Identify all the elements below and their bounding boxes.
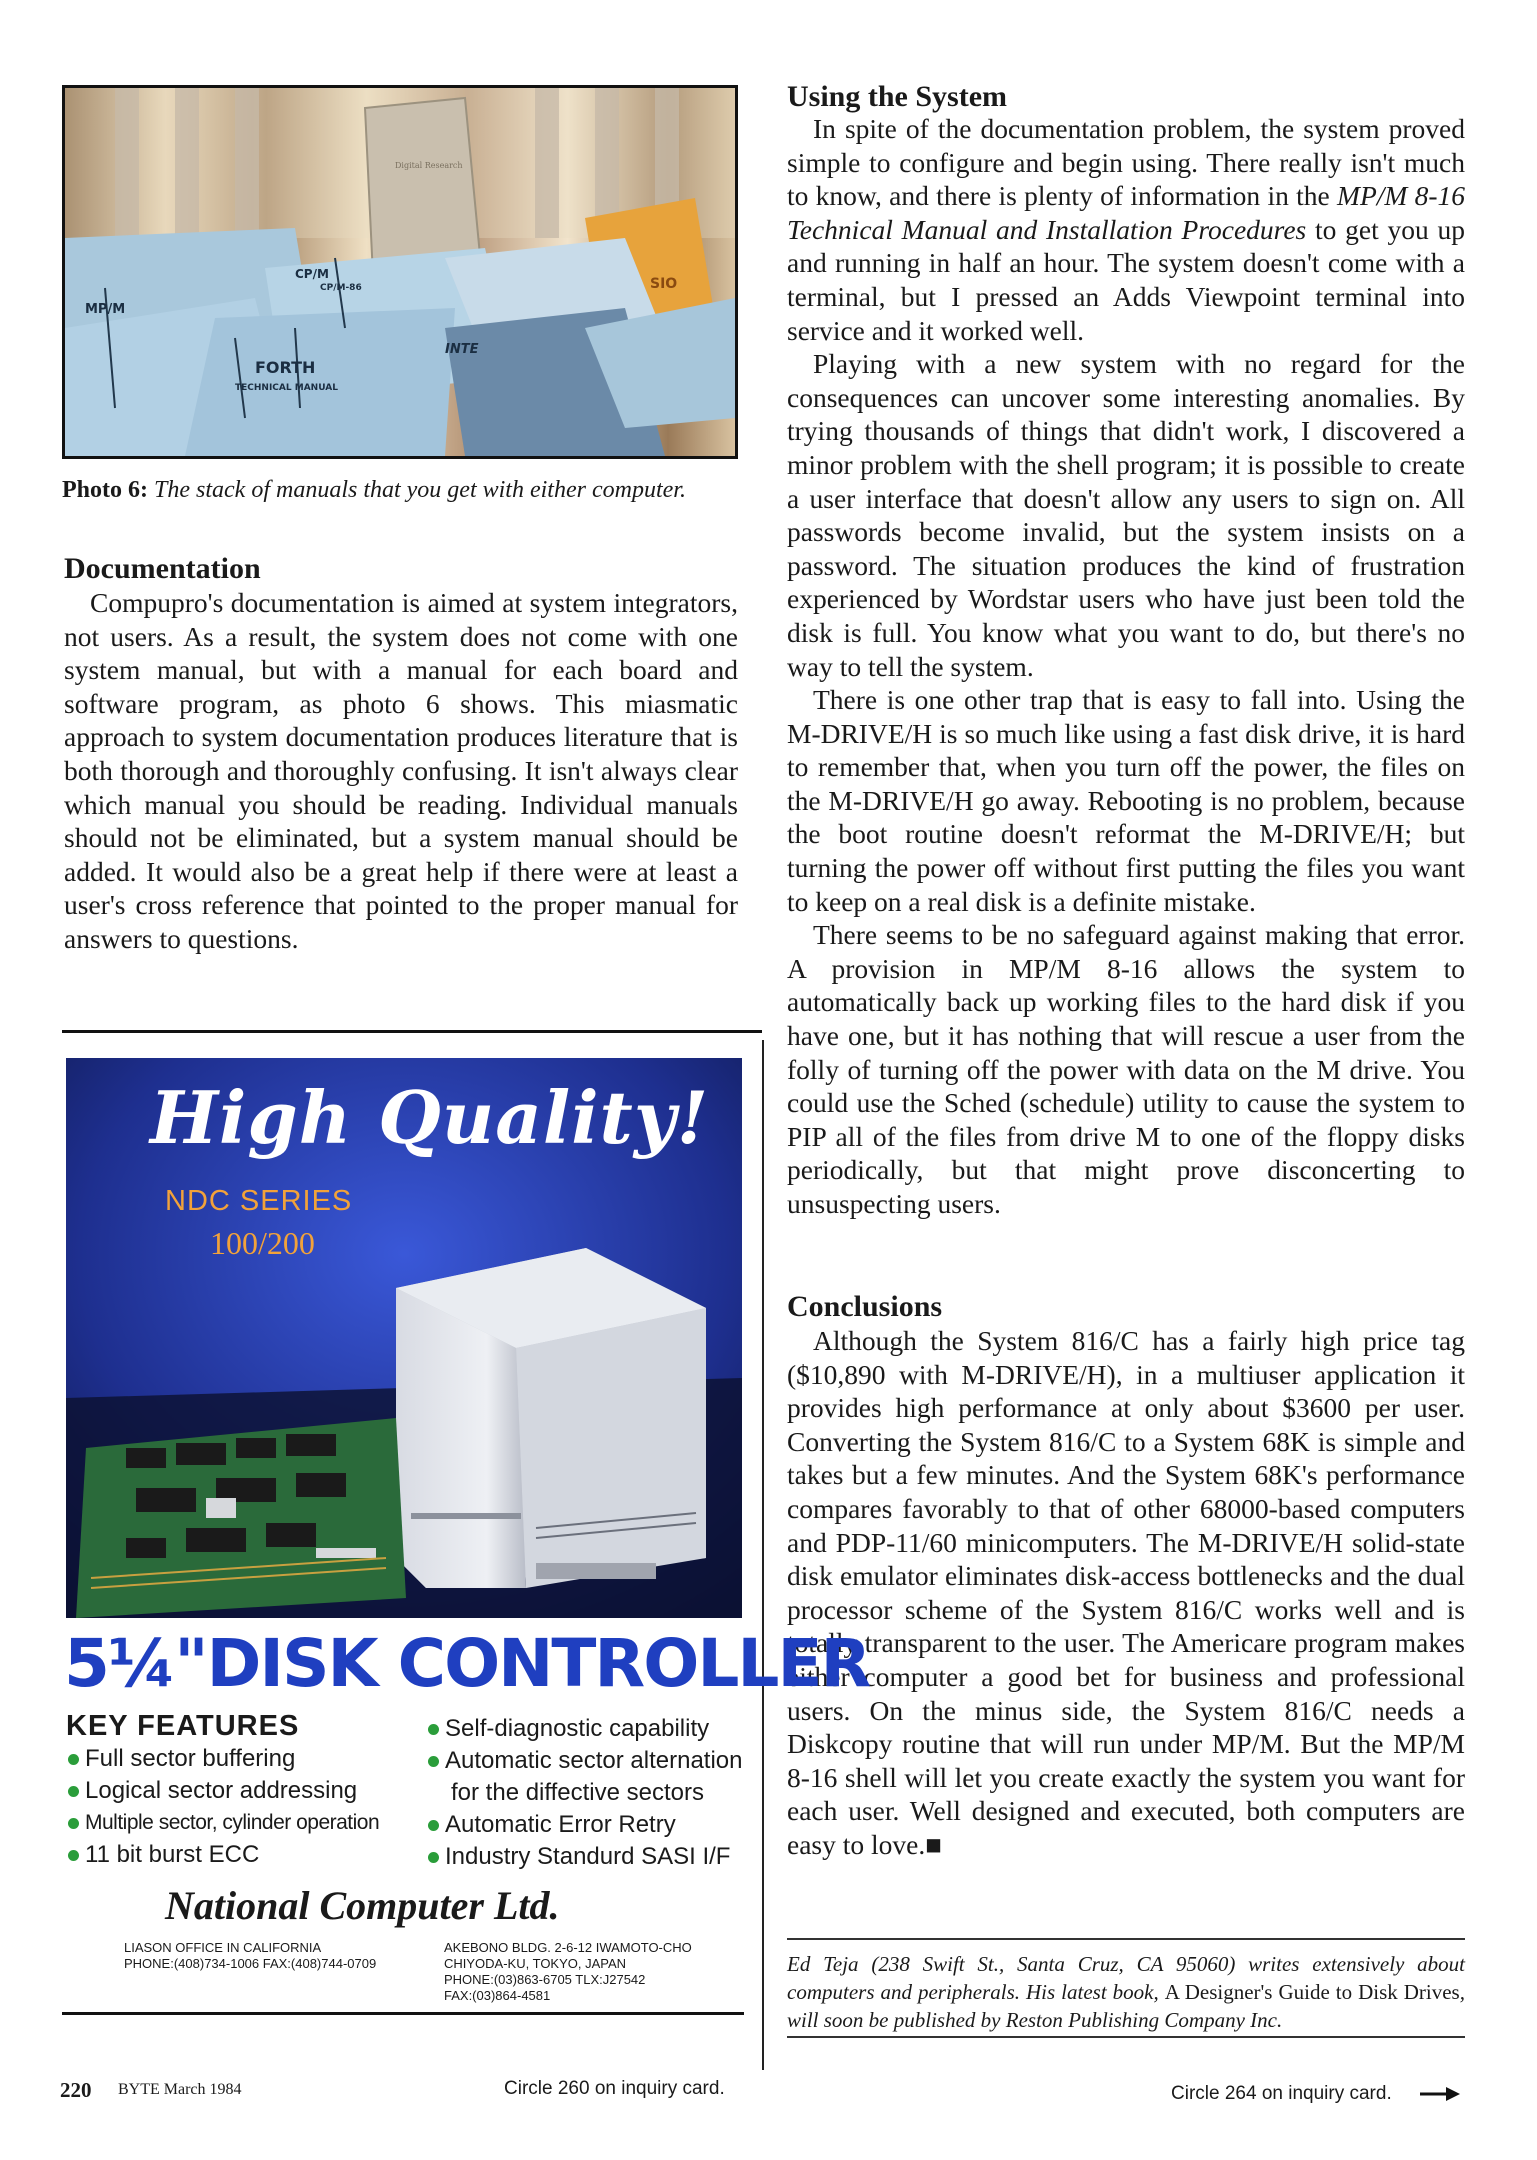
column-divider [762, 1040, 764, 2070]
feature-label: Automatic sector alternation [445, 1747, 743, 1774]
bullet-icon [68, 1754, 79, 1765]
feature-item [428, 1841, 730, 1872]
feature-label: Automatic Error Retry [445, 1811, 676, 1838]
ad-company-name: National Computer Ltd. [165, 1883, 560, 1928]
using-system-paragraph: There seems to be no safeguard against making that error. A provision in MP/M 8-16 allows the system to automatically back up working files to the hard disk if you have one, but it has nothing that will rescue a user from the folly of turning off the power with data on the M drive. You could use the Sched (schedule) utility to cause the system to PIP all of the files from drive M to one of the floppy disks periodically, but that might prove disconcerting to unsuspecting users. [787, 919, 1465, 1219]
office-line: CHIYODA-KU, TOKYO, JAPAN [444, 1956, 627, 1971]
feature-item [68, 1839, 259, 1870]
inquiry-card-left: Circle 260 on inquiry card. [504, 2078, 725, 2099]
feature-item-continuation [428, 1777, 704, 1808]
key-features-title: KEY FEATURES [66, 1710, 300, 1742]
ad-series: NDC SERIES [165, 1185, 353, 1217]
office-line: LIASON OFFICE IN CALIFORNIA [124, 1940, 322, 1955]
office-line: PHONE:(408)734-1006 FAX:(408)744-0709 [124, 1956, 377, 1971]
feature-item [428, 1713, 709, 1744]
documentation-paragraph: Compupro's documentation is aimed at system integrators, not users. As a result, the system does not come with one system manual, but with a manual for each board and software program, as photo 6 shows. This miasmatic approach to system documentation produces literature that is both thorough and thoroughly confusing. It isn't always clear which manual you should be reading. Individual manuals should not be eliminated, but a system manual should be added. It would also be a great help if there were at least a user's cross reference that pointed to the proper manual for answers to questions. [64, 587, 738, 954]
feature-label: Self-diagnostic capability [445, 1715, 710, 1742]
bullet-icon [68, 1818, 79, 1829]
feature-item [68, 1775, 357, 1806]
feature-label: 11 bit burst ECC [85, 1841, 260, 1868]
using-system-heading: Using the System [787, 80, 1008, 113]
page-number: 220 [60, 2078, 92, 2102]
bio-divider [787, 1938, 1465, 1940]
text-run: In spite of the documentation problem, the system proved simple to configure and begin using. There really isn't much to know, and there is plenty of information in the [787, 113, 1465, 212]
feature-item [68, 1743, 295, 1774]
text-run: Although the System 816/C has a fairly high price tag ($10,890 with M-DRIVE/H), in a multiuser application it provides high performance at only about $3600 per user. Converting the System 816/C to a System 68K is simple and takes but a few minutes. And the System 68K's performance compares favorably to that of other 68000-based computers and PDP-11/60 minicomputers. The M-DRIVE/H solid-state disk emulator eliminates disk-access bottlenecks and the dual processor scheme of the System 816/C works well and is totally transparent to the user. The Americare program makes either computer a good bet for business and professional users. On the minus side, the System 816/C needs a Diskcopy routine that will run under MP/M. But the MP/M 8-16 shell will let you create exactly the system you want for each user. Well designed and executed, both computers are easy to love. [787, 1325, 1465, 1860]
author-bio [787, 1950, 1465, 2034]
feature-label: Full sector buffering [85, 1745, 296, 1772]
manuals-stack-illustration [65, 88, 735, 456]
manuals-photo [62, 85, 738, 459]
text-run: Ed Teja (238 Swift St., Santa Cruz, CA 95060) writes extensively about computers and peripherals. His latest book, [787, 1952, 1465, 2004]
end-mark-icon: ■ [925, 1828, 942, 1860]
photo-caption [62, 475, 752, 505]
bullet-icon [68, 1850, 79, 1861]
using-system-paragraph: Playing with a new system with no regard for the consequences can uncover some interesting anomalies. By trying thousands of things that didn't work, I discovered a minor problem with the shell program; it is possible to create a user interface that doesn't allow any users to sign on. All passwords become invalid, but the system insists on a password. The situation produces the kind of frustration experienced by Wordstar users who have just been told the disk is full. You know what you want to do, but there's no way to tell the system. [787, 348, 1465, 682]
feature-item [428, 1745, 742, 1776]
manual-label: TECHNICAL MANUAL [235, 383, 338, 393]
using-system-body [787, 112, 1465, 1221]
office-line: AKEBONO BLDG. 2-6-12 IWAMOTO-CHO [444, 1940, 692, 1955]
text-run: , will soon be published by Reston Publishing Company Inc. [787, 1980, 1465, 2032]
documentation-heading: Documentation [64, 552, 261, 585]
ad-california-office [124, 1940, 376, 1972]
bullet-icon [68, 1786, 79, 1797]
caption-label: Photo 6: [62, 477, 148, 503]
magazine-issue: BYTE March 1984 [118, 2081, 242, 2098]
manual-label: INTE [445, 342, 479, 357]
manual-label: SIO [650, 276, 678, 292]
ad-border [62, 2012, 744, 2015]
ad-tokyo-office [444, 1940, 692, 2004]
manual-label: FORTH [255, 358, 316, 377]
feature-item [428, 1809, 676, 1840]
inquiry-card-right: Circle 264 on inquiry card. [1171, 2083, 1392, 2104]
conclusions-body [787, 1324, 1465, 1862]
arrow-right-icon [1420, 2087, 1460, 2101]
using-system-paragraph [787, 112, 1465, 347]
manual-label: CP/M-86 [320, 283, 362, 293]
book-title: A Designer's Guide to Disk Drives [1164, 1980, 1460, 2004]
documentation-body [64, 586, 738, 956]
manual-label: CP/M [295, 267, 329, 281]
bullet-icon [428, 1820, 439, 1831]
ad-models: 100/200 [210, 1225, 315, 1261]
feature-label: Multiple sector, cylinder operation [85, 1811, 380, 1834]
conclusions-paragraph [787, 1324, 1465, 1862]
feature-label: Industry Standurd SASI I/F [445, 1843, 731, 1870]
using-system-paragraph: There is one other trap that is easy to fall into. Using the M-DRIVE/H is so much like using a fast disk drive, it is hard to remember that, when you turn off the power, the files on the M-DRIVE/H go away. Rebooting is no problem, because the boot routine doesn't reformat the M-DRIVE/H; but turning the power off without first putting the files you want to keep on a real disk is a definite mistake. [787, 684, 1465, 917]
box-label: Digital Research [395, 161, 463, 170]
manual-label: MP/M [85, 302, 126, 317]
ad-border [62, 1030, 762, 1033]
conclusions-heading: Conclusions [787, 1290, 943, 1323]
caption-text: The stack of manuals that you get with either computer. [154, 477, 686, 503]
text-run: to get you up and running in half an hour. The system doesn't come with a terminal, but I pressed an Adds Viewpoint terminal into service and it worked well. [787, 213, 1465, 346]
feature-label: Logical sector addressing [85, 1777, 358, 1804]
bullet-icon [428, 1724, 439, 1735]
feature-label: for the diffective sectors [451, 1779, 705, 1806]
ad-product-name: 5¼"DISK CONTROLLER [64, 1625, 870, 1702]
ad-headline: High Quality! [150, 1075, 710, 1160]
manual-title: MP/M 8-16 Technical Manual and Installation Procedures [787, 180, 1465, 245]
office-line: PHONE:(03)863-6705 TLX:J27542 [444, 1972, 646, 1987]
feature-item [68, 1807, 379, 1838]
bullet-icon [428, 1852, 439, 1863]
office-line: FAX:(03)864-4581 [444, 1988, 551, 2003]
bullet-icon [428, 1756, 439, 1767]
bio-divider [787, 2036, 1465, 2038]
